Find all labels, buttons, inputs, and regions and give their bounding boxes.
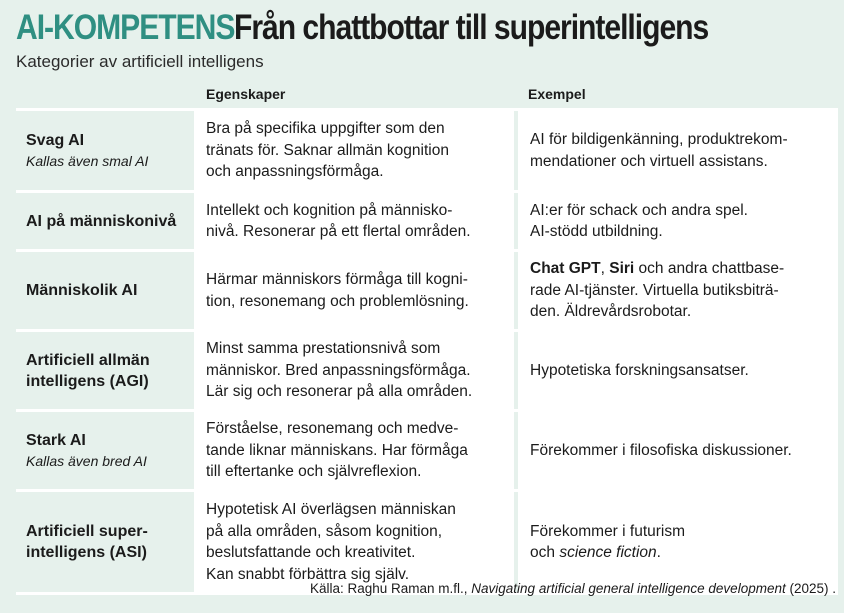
properties-cell	[194, 492, 514, 592]
category-cell	[16, 193, 194, 249]
properties-cell	[194, 193, 514, 249]
category-name: Människolik AI	[26, 282, 138, 299]
source-prefix: Källa: Raghu Raman m.fl.,	[309, 581, 472, 596]
properties-line: beslutsfattande och kreativitet.	[206, 544, 416, 561]
ai-categories-table	[16, 80, 838, 595]
examples-line	[530, 542, 832, 564]
examples-line: AI-stödd utbildning.	[530, 223, 663, 240]
source-credit	[310, 581, 836, 596]
example-end: .	[656, 544, 661, 561]
properties-line: Intellekt och kognition på människo-	[206, 201, 453, 219]
category-cell	[16, 111, 194, 190]
header-examples: Exempel	[528, 86, 586, 102]
category-cell	[16, 332, 194, 409]
properties-cell	[194, 412, 514, 489]
table-row	[16, 193, 838, 252]
source-suffix: (2025) .	[785, 581, 836, 596]
category-cell	[16, 252, 194, 329]
category-name: intelligens (AGI)	[26, 372, 149, 390]
properties-line: till eftertanke och självreflexion.	[206, 463, 422, 481]
properties-line: tränats för. Saknar allmän kognition	[206, 141, 449, 159]
category-name: Stark AI	[26, 432, 86, 449]
properties-line: tion, resonemang och problemlösning.	[206, 292, 469, 310]
examples-cell	[518, 492, 838, 592]
properties-line: Kan snabbt förbättra sig själv.	[206, 565, 410, 583]
examples-line: den. Äldrevårdsrobotar.	[530, 303, 692, 321]
title-accent: AI-KOMPETENS	[16, 8, 235, 47]
example-rest: och andra chattbase-	[634, 260, 785, 278]
examples-cell	[518, 332, 838, 409]
properties-line: Minst samma prestationsnivå som	[206, 340, 441, 358]
properties-line: Bra på specifika uppgifter som den	[206, 120, 445, 138]
category-cell	[16, 412, 194, 489]
category-cell	[16, 492, 194, 592]
properties-line: människor. Bred anpassningsförmåga.	[206, 361, 471, 379]
properties-line: Förståelse, resonemang och medve-	[206, 420, 459, 438]
category-name: Artificiell allmän	[26, 351, 150, 369]
page-title	[16, 8, 785, 48]
category-name: Artificiell super-	[26, 523, 148, 540]
examples-cell	[518, 111, 838, 190]
category-name: AI på människonivå	[26, 212, 177, 230]
examples-line: Hypotetiska forskningsansatser.	[530, 361, 749, 379]
example-italic: science fiction	[559, 544, 657, 561]
properties-line: tande liknar människans. Har förmåga	[206, 441, 468, 459]
examples-line: AI för bildigenkänning, produktrekom-	[530, 131, 788, 148]
table-row	[16, 252, 838, 332]
category-name: intelligens (ASI)	[26, 544, 147, 561]
table-row	[16, 332, 838, 412]
examples-cell	[518, 193, 838, 249]
examples-line: rade AI-tjänster. Virtuella butiksbiträ-	[530, 281, 779, 299]
examples-line: mendationer och virtuell assistans.	[530, 152, 768, 170]
examples-cell	[518, 412, 838, 489]
example-plain: och	[530, 544, 560, 561]
table-row	[16, 111, 838, 193]
properties-line: nivå. Resonerar på ett flertal områden.	[206, 223, 471, 240]
table-row	[16, 412, 838, 492]
example-separator: ,	[600, 260, 610, 278]
properties-line: Hypotetisk AI överlägsen människan	[206, 501, 456, 518]
properties-line: och anpassningsförmåga.	[206, 163, 384, 181]
title-main: Från chattbottar till superintelligens	[233, 8, 709, 47]
properties-cell	[194, 332, 514, 409]
properties-line: på alla områden, såsom kognition,	[206, 522, 443, 540]
properties-cell	[194, 111, 514, 190]
example-siri: Siri	[609, 260, 635, 278]
examples-line: Förekommer i filosofiska diskussioner.	[530, 441, 792, 459]
table-header	[16, 80, 838, 111]
header-properties: Egenskaper	[206, 86, 286, 102]
properties-cell	[194, 252, 514, 329]
examples-cell	[518, 252, 838, 329]
examples-line	[530, 258, 832, 280]
properties-line: Härmar människors förmåga till kogni-	[206, 271, 468, 288]
category-note: Kallas även bred AI	[26, 453, 147, 469]
category-name: Svag AI	[26, 132, 85, 149]
source-title: Navigating artificial general intelligence development	[471, 581, 786, 596]
example-chatgpt: Chat GPT	[530, 260, 601, 278]
examples-line: AI:er för schack och andra spel.	[530, 201, 748, 219]
category-note: Kallas även smal AI	[26, 153, 149, 169]
table-row	[16, 492, 838, 595]
subtitle: Kategorier av artificiell intelligens	[16, 52, 264, 71]
properties-line: Lär sig och resonerar på alla områden.	[206, 383, 473, 401]
examples-line: Förekommer i futurism	[530, 522, 686, 540]
